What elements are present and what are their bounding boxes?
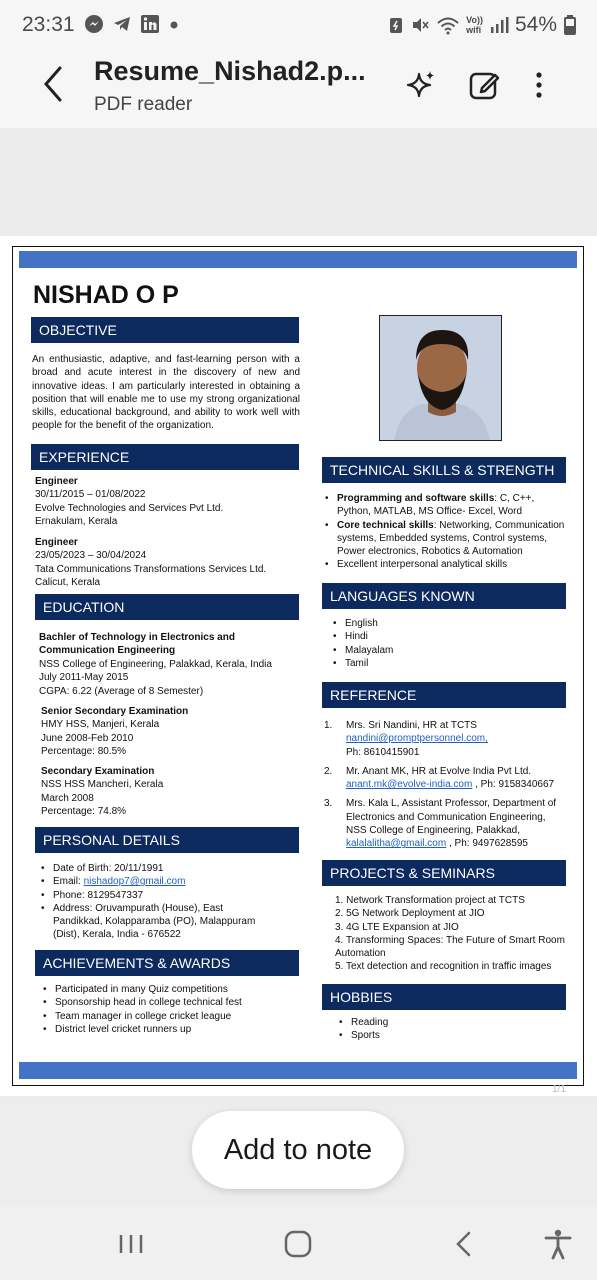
edit-icon[interactable] xyxy=(468,68,502,102)
list-item: 3. 4G LTE Expansion at JIO xyxy=(335,921,459,933)
status-bar xyxy=(0,0,597,52)
list-item: • Malayalam xyxy=(331,644,531,657)
candidate-name: NISHAD O P xyxy=(33,281,179,309)
list-item: 2. 5G Network Deployment at JIO xyxy=(335,908,485,920)
list-item: • Sports xyxy=(337,1029,537,1042)
list-item: • Tamil xyxy=(331,657,531,670)
experience-heading: EXPERIENCE xyxy=(31,444,299,470)
wifi-icon xyxy=(436,15,460,35)
objective-text: An enthusiastic, adaptive, and fast-learning person with a broad and acute interest in the discovery of new and innovative ideas. I am particularly interested in obtaining a position that will enable me to use my strong organizational skills, educational background, and ability to work well with people for the benefit of the organization. xyxy=(32,354,300,432)
dot-icon xyxy=(168,14,180,34)
sparkle-ai-icon[interactable] xyxy=(404,68,438,102)
reference-heading: REFERENCE xyxy=(322,682,566,708)
objective-heading: OBJECTIVE xyxy=(31,317,299,343)
reference-item: 1. Mrs. Sri Nandini, HR at TCTS nandini@promptpersonnel.com, Ph: 8610415901 xyxy=(324,720,488,758)
list-item: • Participated in many Quiz competitions xyxy=(41,983,299,996)
battery-percent: 54% xyxy=(514,13,557,36)
volte-label: Vo)) wifi xyxy=(466,15,483,35)
profile-photo xyxy=(379,315,502,441)
page-indicator: 1/1 xyxy=(552,1084,566,1095)
document-title: Resume_Nishad2.p... xyxy=(94,56,366,86)
linkedin-icon xyxy=(140,14,160,34)
messenger-icon xyxy=(84,14,104,34)
home-icon[interactable] xyxy=(281,1227,315,1261)
skills-heading: TECHNICAL SKILLS & STRENGTH xyxy=(322,457,566,483)
list-item: • District level cricket runners up xyxy=(41,1023,299,1036)
achievements-list xyxy=(41,983,299,1036)
hobbies-list xyxy=(337,1016,537,1043)
personal-list xyxy=(39,862,261,942)
email-row: • Email: nishadop7@gmail.com xyxy=(39,875,261,888)
list-item: • Sponsorship head in college technical fest xyxy=(41,996,299,1009)
core-skills: • Core technical skills: Networking, Communication systems, Embedded systems, Control systems, Power electronics, Robotics & Automation xyxy=(323,519,567,559)
navigation-bar xyxy=(0,1205,597,1280)
senior-secondary: Senior Secondary Examination HMY HSS, Manjeri, Kerala June 2008-Feb 2010 Percentage: 80.5% xyxy=(41,706,189,757)
more-options-icon[interactable] xyxy=(522,68,556,102)
reference-email[interactable]: kalalalitha@gmail.com xyxy=(346,838,447,850)
address: • Address: Oruvampurath (House), East Pandikkad, Kolapparamba (PO), Malappuram (Dist), Kerala, India - 676522 xyxy=(39,902,261,942)
list-item: 4. Transforming Spaces: The Future of Smart Room Automation xyxy=(335,934,565,960)
resume-frame xyxy=(12,246,584,1086)
pdf-page xyxy=(0,236,597,1096)
education-heading: EDUCATION xyxy=(35,594,299,620)
reference-email[interactable]: anant.mk@evolve-india.com xyxy=(346,779,473,791)
list-item: 1. Network Transformation project at TCTS xyxy=(335,895,525,906)
recent-apps-icon[interactable] xyxy=(114,1227,148,1261)
pdf-viewer[interactable] xyxy=(0,128,597,1105)
achievements-heading: ACHIEVEMENTS & AWARDS xyxy=(35,950,299,976)
signal-icon xyxy=(489,15,509,35)
personal-heading: PERSONAL DETAILS xyxy=(35,827,299,853)
reference-email[interactable]: nandini@promptpersonnel.com, xyxy=(346,733,488,745)
list-item: • Team manager in college cricket league xyxy=(41,1010,299,1023)
top-band xyxy=(19,251,577,268)
app-bar xyxy=(0,52,597,128)
list-item: • Hindi xyxy=(331,630,531,643)
list-item: 5. Text detection and recognition in traffic images xyxy=(335,961,552,973)
reference-item: 3. Mrs. Kala L, Assistant Professor, Department of Electronics and Communication Engineering, NSS College of Engineering, Palakkad, kalalalitha@gmail.com , Ph: 9497628595 xyxy=(324,798,557,850)
app-subtitle: PDF reader xyxy=(94,94,193,115)
mute-icon xyxy=(410,15,430,35)
back-arrow-icon[interactable] xyxy=(36,62,76,106)
skills-list xyxy=(323,492,567,572)
battery-icon xyxy=(563,14,577,36)
experience-item: Engineer 30/11/2015 – 01/08/2022 Evolve Technologies and Services Pvt Ltd. Ernakulam, Kerala xyxy=(35,476,224,527)
email-link[interactable]: nishadop7@gmail.com xyxy=(83,876,186,888)
reference-item: 2. Mr. Anant MK, HR at Evolve India Pvt Ltd. anant.mk@evolve-india.com , Ph: 9158340667 xyxy=(324,765,555,791)
accessibility-icon[interactable] xyxy=(541,1227,575,1261)
interpersonal-skills: • Excellent interpersonal analytical skills xyxy=(323,558,567,571)
status-time: 23:31 xyxy=(22,13,75,36)
back-nav-icon[interactable] xyxy=(448,1227,482,1261)
phone: • Phone: 8129547337 xyxy=(39,889,261,902)
battery-saver-icon xyxy=(388,15,404,35)
hobbies-heading: HOBBIES xyxy=(322,984,566,1010)
add-to-note-button[interactable]: Add to note xyxy=(192,1111,404,1189)
secondary: Secondary Examination NSS HSS Mancheri, Kerala March 2008 Percentage: 74.8% xyxy=(41,766,164,817)
telegram-icon xyxy=(112,14,132,34)
projects-heading: PROJECTS & SEMINARS xyxy=(322,860,566,886)
education-degree: Bachler of Technology in Electronics and Communication Engineering xyxy=(39,632,235,657)
experience-item: Engineer 23/05/2023 – 30/04/2024 Tata Communications Transformations Services Ltd. Calicut, Kerala xyxy=(35,537,267,588)
reference-list xyxy=(324,719,566,857)
list-item: • English xyxy=(331,617,531,630)
languages-list xyxy=(331,617,531,670)
programming-skills: • Programming and software skills: C, C++, Python, MATLAB, MS Office- Excel, Word xyxy=(323,492,567,519)
projects-list xyxy=(335,894,567,974)
dob: • Date of Birth: 20/11/1991 xyxy=(39,862,261,875)
education-details: NSS College of Engineering, Palakkad, Kerala, India July 2011-May 2015 CGPA: 6.22 (Average of 8 Semester) xyxy=(39,659,272,697)
bottom-band xyxy=(19,1062,577,1079)
languages-heading: LANGUAGES KNOWN xyxy=(322,583,566,609)
list-item: • Reading xyxy=(337,1016,537,1029)
